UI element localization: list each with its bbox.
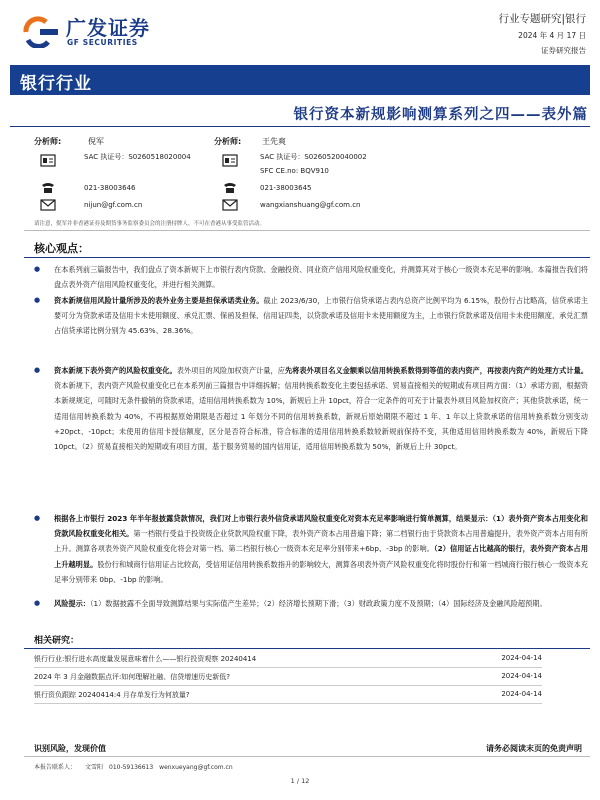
sector-banner — [10, 65, 590, 95]
gf-logo-icon — [22, 16, 62, 48]
analyst-email[interactable]: nijun@gf.com.cn — [84, 201, 143, 209]
analyst-label: 分析师: — [214, 137, 242, 146]
divider — [24, 756, 590, 757]
email-icon — [222, 199, 238, 211]
report-type: 行业专题研究|银行 — [498, 13, 586, 25]
analyst-label: 分析师: — [34, 137, 62, 146]
divider — [34, 667, 542, 668]
core-paragraph: 在本系列前三篇报告中，我们盘点了资本新规下上市银行表内贷款、金融投资、同业资产信用风险权重变化，并测算其对于核心一级资本充足率的影响。本篇报告我们将盘点表外资产信用风险权重变化，并进行相关测算。 — [54, 265, 588, 290]
id-card-icon — [40, 154, 56, 166]
divider — [34, 703, 542, 704]
logo-subtext: GF SECURITIES — [67, 38, 138, 47]
analyst-phone: 021-38003646 — [84, 184, 136, 192]
footer-contact: 本报告联系人： 文雪阳 010-59136613 wenxueyang@gf.com.cn — [34, 764, 233, 771]
related-link[interactable]: 2024 年 3 月金融数据点评:如何理解社融、信贷增速历史新低? — [34, 673, 231, 681]
related-date: 2024-04-14 — [501, 672, 542, 680]
bullet-icon: ● — [34, 514, 41, 522]
report-department: 证券研究报告 — [541, 46, 586, 55]
analyst-name: 倪军 — [88, 137, 104, 146]
related-link[interactable]: 银行资负跟踪 20240414:4 月存单发行为何放量? — [34, 691, 190, 699]
report-title: 银行资本新规影响测算系列之四——表外篇 — [293, 107, 588, 123]
bullet-icon: ● — [34, 599, 41, 607]
bullet-icon: ● — [34, 265, 41, 273]
analyst-sac: SAC 执证号：S0260518020004 — [84, 153, 191, 161]
logo-text: 广发证券 — [66, 16, 150, 40]
analyst-sac: SAC 执证号：S0260520040002 — [260, 153, 367, 161]
related-heading: 相关研究： — [34, 636, 80, 646]
page-number: 1 / 12 — [290, 777, 310, 785]
disclaimer: 请注意，倪军并非香港证券及期货事务监察委员会的注册持牌人，不可在香港从事受监管活动。 — [34, 221, 266, 227]
footer-disclaimer: 请务必阅读末页的免责声明 — [486, 744, 582, 753]
core-paragraph: 根据各上市银行 2023 年半年报披露贷款情况，我们对上市银行表外信贷承诺风险权重变化对资本充足率影响进行简单测算，结果显示：（1）表外资产资本占用变化和贷款风险权重变化相关。第一档银行受益于投资级企业贷款风险权重下降，表外资产资本占用普遍下降；第二档银行由于贷款资本占用普遍提升，表外资产资本占用有所上升。测算各项表外资产风险权重变化将会对第一档、第二档银行核心一级资本充足率分别带来+6bp、-3bp 的影响。（2）信用证占比越高的银行，表外资产资本占用上升越明显。股份行和城商行信用证占比较高，受信用证信用转换系数指升的影响较大，测算各项表外资产风险权重变化将时股份行和第一档城商行银行核心一级资本充足率分别带来 0bp、-1bp 的影响。 — [54, 514, 589, 584]
title-divider — [10, 126, 590, 127]
id-card-icon — [222, 154, 238, 166]
related-date: 2024-04-14 — [501, 654, 542, 662]
analyst-name: 王先爽 — [262, 137, 286, 146]
bullet-icon: ● — [34, 366, 41, 374]
core-views-heading: 核心观点： — [34, 242, 89, 255]
core-paragraph: 资本新规下表外资产的风险权重变化。表外项目的风险加权资产计量，应先将表外项目名义金额乘以信用转换系数得到等值的表内资产，再按表内资产的处理方式计量。资本新规下，表内资产风险权重变化已在本系列前三篇报告中详细拆解；信用转换系数变化主要包括承诺、贸易直接相关的短期或有项目两方面：（1）承诺方面，根据资本新规规定，可随时无条件撤销的贷款承诺，适用信用转换系数为 10%，新规后上升 10pct，符合一定条件的可充于计量表外项目风险加权资产；其他贷款承诺，统一适用信用转换系数为 40%，不再根据原始期限是否超过 1 年划分不同的信用转换系数，新规后原始期限不超过 1 年、1 年以上贷款承诺的信用转换系数分别变动+20pct、-10pct；未使用的信用卡授信额度，区分是否符合标准，符合标准的适用信用转换系数较新规前保持不变，其他适用信用转换系数为 40%，新规后下降 10pct。（2）贸易直接相关的短期或有项目方面，基于服务贸易的国内信用证，适用信用转换系数为 50%，新规后上升 30pct。 — [54, 366, 588, 452]
related-link[interactable]: 银行行业:银行进水高度量发展意味着什么——银行投资观察 20240414 — [34, 655, 257, 663]
phone-icon — [40, 182, 56, 194]
core-paragraph: 资本新规信用风险计量所涉及的表外业务主要是担保承诺类业务。截止 2023/6/30，上市银行信贷承诺占表内总资产比例平均为 6.15%，股份行占比略高，信贷承诺主要可分为贷款承诺及信用卡未使用额度、承兑汇票、保函及担保、信用证四类，以贷款承诺及信用卡未使用额度为主，上市银行贷款承诺及信用卡未使用额度、承兑汇票占信贷承诺比例分别为 45.63%、28.36%。 — [54, 296, 588, 336]
bullet-icon: ● — [34, 296, 41, 304]
analyst-sfc: SFC CE.no: BQV910 — [260, 167, 329, 175]
email-icon — [40, 199, 56, 211]
core-paragraph: 风险提示：（1）数据披露不全面导致测算结果与实际值产生差异；（2）经济增长预期下滑；（3）财政政策力度不及预期；（4）国际经济及金融风险超预期。 — [54, 599, 547, 608]
footer-slogan: 识别风险，发现价值 — [34, 744, 106, 753]
sector-name: 银行行业 — [20, 74, 92, 94]
report-date: 2024 年 4 月 17 日 — [518, 31, 586, 40]
analyst-phone: 021-38003645 — [260, 184, 312, 192]
divider — [24, 230, 590, 231]
divider — [34, 685, 542, 686]
divider — [24, 257, 590, 258]
phone-icon — [222, 182, 238, 194]
related-date: 2024-04-14 — [501, 690, 542, 698]
divider — [24, 648, 590, 649]
analyst-email[interactable]: wangxianshuang@gf.com.cn — [260, 201, 361, 209]
